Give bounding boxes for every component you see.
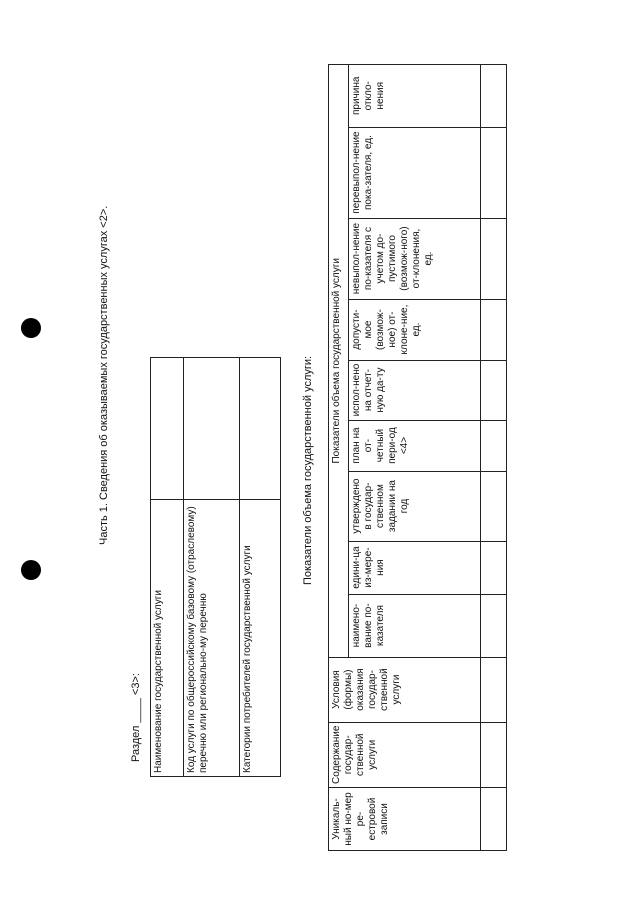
service-name-value [151, 358, 184, 500]
service-code-value [184, 358, 240, 500]
service-code-row [184, 358, 240, 777]
col-underperformance: невыпол-нение по-казателя с учетом до-пустимого (возмож-ного) от-клонения, ед. [349, 218, 481, 299]
data-cell [481, 788, 507, 851]
data-cell [481, 541, 507, 594]
col-allowed-deviation: допусти-мое (возмож-ное) от-клоне-ние, ед. [349, 299, 481, 360]
data-cell [481, 722, 507, 787]
service-name-label: Наименование государственной услуги [151, 500, 184, 777]
data-cell [481, 127, 507, 218]
data-cell [481, 299, 507, 360]
data-cell [481, 65, 507, 128]
group-volume-indicators: Показатели объема государственной услуги [329, 65, 349, 658]
col-registry-number: Уникаль-ный но-мер ре-естровой записи [329, 788, 481, 851]
data-cell [481, 360, 507, 420]
col-plan-period: план на от-четный пери-од <4> [349, 420, 481, 471]
part-title: Часть 1. Сведения об оказываемых государственных услугах <2>. [98, 205, 110, 545]
col-service-conditions: Условия (формы) оказания государ-ственной услуги [329, 657, 481, 722]
consumer-category-row [240, 358, 281, 777]
volume-indicators-table [328, 64, 507, 851]
consumer-category-label: Категории потребителей государственной услуги [240, 500, 281, 777]
col-indicator-name: наимено-вание по-казателя [349, 594, 481, 657]
data-cell [481, 657, 507, 722]
data-cell [481, 471, 507, 541]
volume-header-row-1 [329, 65, 349, 851]
volume-data-row [481, 65, 507, 851]
consumer-category-value [240, 358, 281, 500]
col-approved-annual: утверждено в государ-ственном задании на год [349, 471, 481, 541]
section-label: Раздел ____ <3>: [130, 673, 142, 762]
data-cell [481, 594, 507, 657]
data-cell [481, 420, 507, 471]
volume-title: Показатели объема государственной услуги: [302, 355, 314, 585]
col-deviation-reason: причина откло-нения [349, 65, 481, 128]
data-cell [481, 218, 507, 299]
service-info-table [150, 357, 281, 777]
service-name-row [151, 358, 184, 777]
col-overperformance: перевыпол-нение пока-зателя, ед. [349, 127, 481, 218]
col-executed: испол-нено на отчет-ную да-ту [349, 360, 481, 420]
service-code-label: Код услуги по общероссийскому базовому (отраслевому) перечню или регионально-му перечню [184, 500, 240, 777]
col-unit: едини-ца из-мере-ния [349, 541, 481, 594]
col-service-content: Содержание государ-ственной услуги [329, 722, 481, 787]
